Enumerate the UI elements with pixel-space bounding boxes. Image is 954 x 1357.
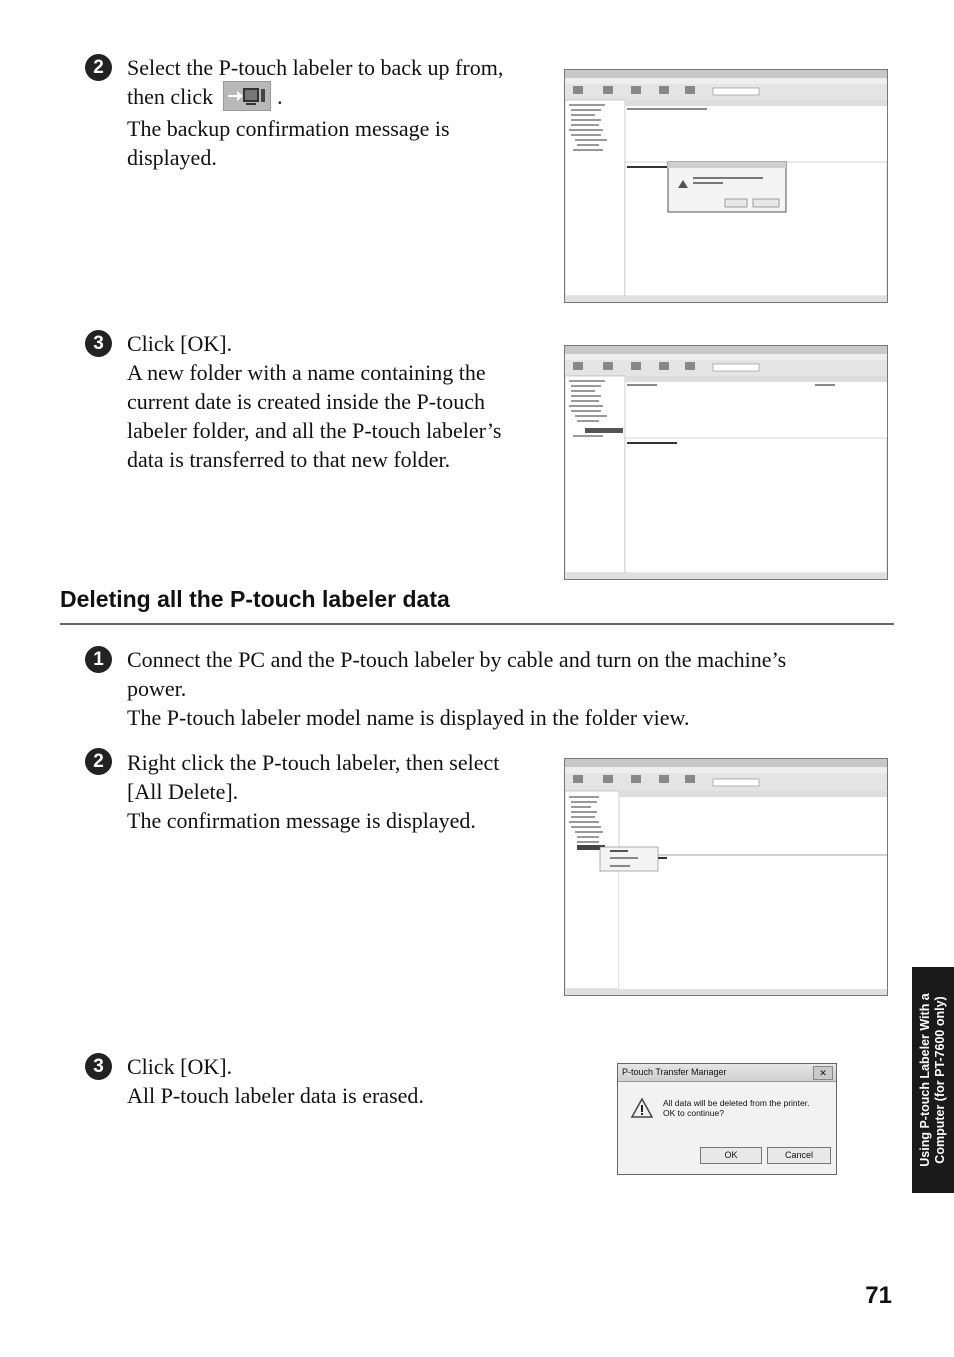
ok-button[interactable]: OK [700,1147,762,1164]
page-number: 71 [865,1282,892,1309]
dialog-title-bar [618,1064,836,1082]
dialog-message-line: All data will be deleted from the printer. [663,1098,810,1108]
delete-confirmation-dialog [617,1063,837,1175]
step-line: displayed. [127,144,217,170]
chapter-side-tab [912,967,954,1193]
step-line: current date is created inside the P-touch [127,389,485,414]
step-line: Right click the P-touch labeler, then select [127,750,500,775]
step-line: then click . [127,82,547,114]
step-line: [All Delete]. [127,779,239,804]
step-number-badge: 2 [85,748,112,775]
step-number-badge: 3 [85,330,112,357]
dialog-message-line: OK to continue? [663,1108,724,1118]
screenshot-all-delete-menu [564,758,888,996]
step-line: The P-touch labeler model name is displayed in the folder view. [127,705,690,730]
step-text [127,53,547,172]
step-text [127,1052,547,1110]
step-line: Select the P-touch labeler to back up from, [127,55,504,80]
step-line: data is transferred to that new folder. [127,447,451,472]
step-line: Click [OK]. [127,331,233,356]
step-number-badge: 1 [85,646,112,673]
step-number-badge: 2 [85,54,112,81]
step-line: Click [OK]. [127,1054,233,1079]
cancel-button[interactable]: Cancel [767,1147,831,1164]
step-line: Connect the PC and the P-touch labeler by cable and turn on the machine’s [127,647,787,672]
warning-icon [631,1098,653,1123]
side-tab-line: Using P-touch Labeler With a [918,993,932,1167]
dialog-message [663,1098,828,1118]
screenshot-backup-folder [564,345,888,580]
section-title: Deleting all the P-touch labeler data [60,586,450,612]
step-line: All P-touch labeler data is erased. [127,1083,424,1108]
step-line: labeler folder, and all the P-touch labeler’s [127,418,502,443]
side-tab-line: Computer (for PT-7600 only) [933,996,947,1164]
side-tab-label [918,993,948,1167]
close-icon[interactable]: ✕ [813,1066,833,1080]
step-line: The confirmation message is displayed. [127,808,476,833]
step-text [127,645,897,732]
dialog-title: P-touch Transfer Manager [622,1067,727,1077]
step-text [127,748,547,835]
step-line: A new folder with a name containing the [127,360,486,385]
backup-icon [223,81,271,111]
step-line: The backup confirmation message is [127,115,450,141]
screenshot-backup-confirmation [564,69,888,303]
step-text [127,329,547,474]
step-number-badge: 3 [85,1053,112,1080]
step-line: power. [127,676,187,701]
section-divider [60,623,894,625]
